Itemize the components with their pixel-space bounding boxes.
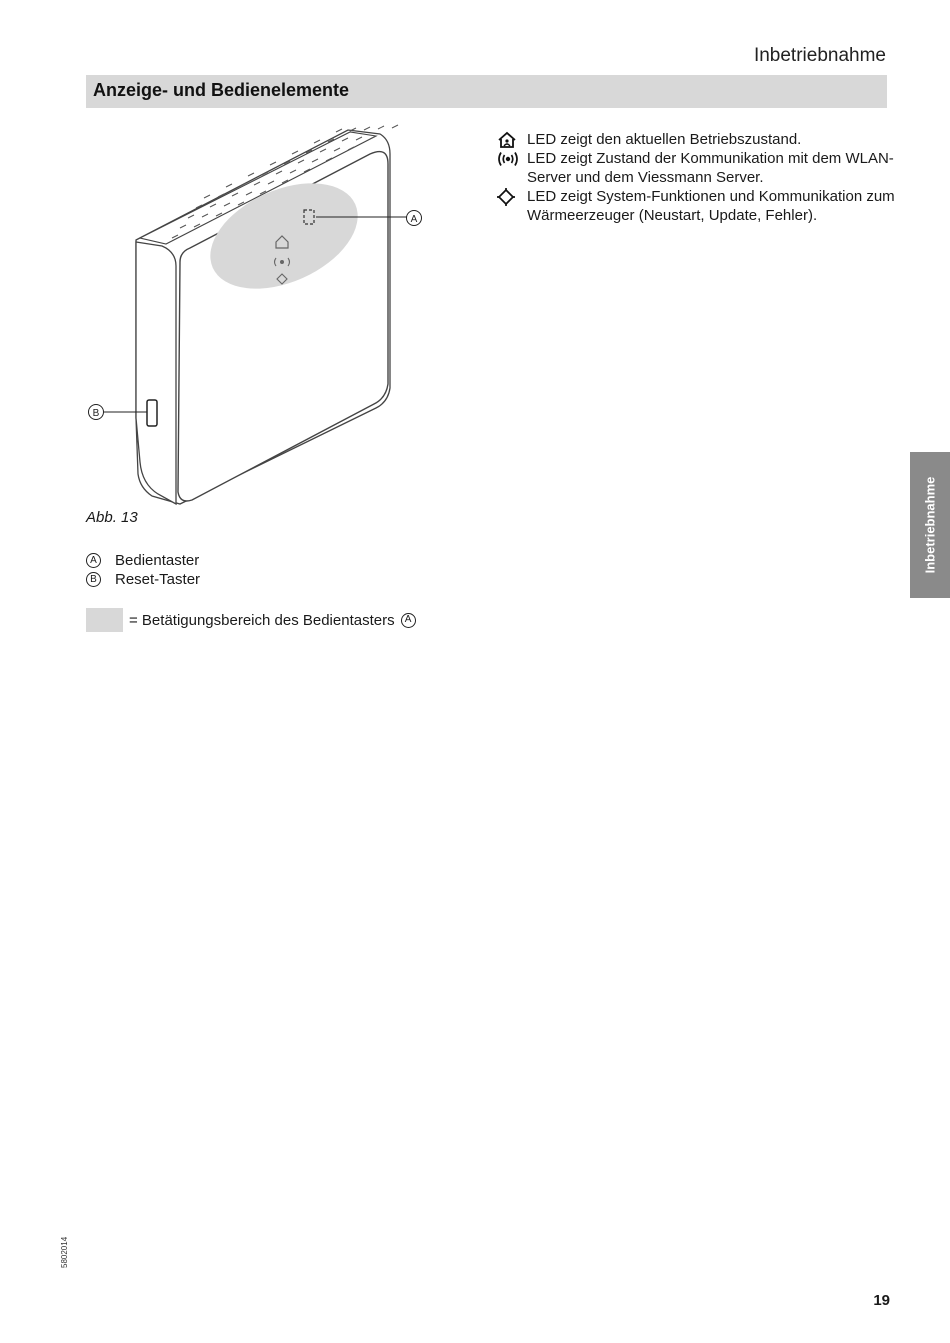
section-title-bar <box>86 75 887 108</box>
led-description <box>497 149 897 187</box>
led-description-text: LED zeigt System-Funktionen und Kommunikation zum Wärmeerzeuger (Neustart, Update, Fehler). <box>527 188 895 224</box>
legend-item <box>86 570 200 589</box>
operating-area-note <box>86 608 416 632</box>
radio-signal-icon <box>497 149 527 168</box>
figure-caption: Abb. 13 <box>86 509 138 526</box>
figure-legend <box>86 551 200 589</box>
operating-area-marker: A <box>401 613 416 628</box>
section-title: Anzeige- und Bedienelemente <box>93 80 350 100</box>
gray-area-swatch <box>86 608 123 632</box>
side-tab-label: Inbetriebnahme <box>922 476 938 574</box>
chapter-side-tab <box>910 452 950 598</box>
legend-item <box>86 551 200 570</box>
device-illustration <box>80 118 440 518</box>
led-description-list <box>497 130 897 225</box>
house-icon <box>497 130 527 149</box>
legend-label: Bedientaster <box>115 552 200 569</box>
document-number: 5802014 <box>60 1236 69 1268</box>
legend-label: Reset-Taster <box>115 571 201 588</box>
legend-marker: B <box>86 572 101 587</box>
led-description <box>497 130 897 149</box>
chapter-header: Inbetriebnahme <box>753 45 886 66</box>
legend-marker: A <box>86 553 101 568</box>
led-description-text: LED zeigt Zustand der Kommunikation mit dem WLAN-Server und dem Viessmann Server. <box>527 150 894 186</box>
led-description-text: LED zeigt den aktuellen Betriebszustand. <box>527 131 802 148</box>
system-connector-icon <box>497 187 527 206</box>
operating-area-text: = Betätigungsbereich des Bedientasters <box>129 611 395 629</box>
led-description <box>497 187 897 225</box>
callout-a-label: A <box>410 214 418 225</box>
page-number: 19 <box>873 1292 890 1309</box>
device-figure <box>80 118 440 518</box>
callout-b-label: B <box>92 408 100 419</box>
